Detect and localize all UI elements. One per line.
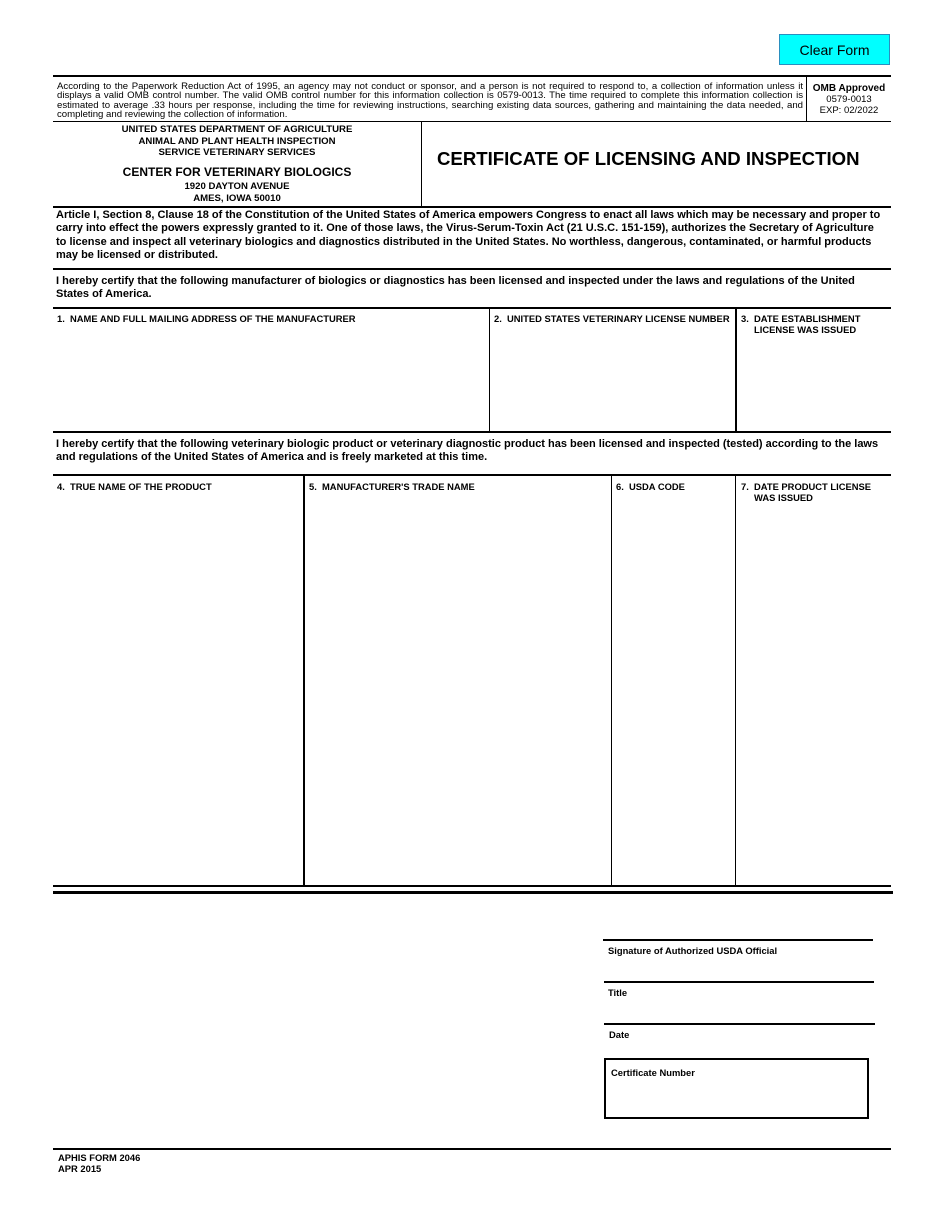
footer [58,1152,140,1175]
manufacturer-name-address-field[interactable] [55,326,487,430]
field-1-label [57,313,356,324]
field-7-label [741,481,871,504]
agency-line-3: SERVICE VETERINARY SERVICES [158,147,316,158]
field-5-text: MANUFACTURER'S TRADE NAME [322,481,475,492]
divider-4-5 [303,476,305,886]
field-5-label [309,481,475,492]
field-1-num: 1. [57,313,65,324]
header-rule [53,206,891,208]
field-6-label [616,481,685,492]
certificate-number-label: Certificate Number [611,1067,695,1078]
field-2-num: 2. [494,313,502,324]
field-3-num: 3. [741,313,749,324]
signature-label: Signature of Authorized USDA Official [608,945,778,956]
field-2-label [494,313,730,324]
notice-rule [53,121,891,122]
signature-rule [603,939,873,941]
license-number-field[interactable] [491,326,734,430]
omb-block [807,83,891,116]
signature-field[interactable] [603,908,873,938]
agency-address [53,181,421,204]
title-label: Title [608,987,628,998]
product-bottom-rule-2 [53,891,893,894]
paperwork-notice: According to the Paperwork Reduction Act of 1995, an agency may not conduct or sponsor, and a person is not required to respond to, a collection of information unless it displays a valid OMB control number. The valid OMB control number for this information collection is 0579-0013. The time required to complete this information collection is estimated to average .33 hours per response, including the time for reviewing instructions, searching existing data sources, gathering and maintaining the data needed, and completing and reviewing the collection of information. [57,81,803,121]
certify-manufacturer-text: I hereby certify that the following manufacturer of biologics or diagnostics has been licensed and inspected under the laws and regulations of the United States of America. [56,275,855,301]
field-1-text: NAME AND FULL MAILING ADDRESS OF THE MANUFACTURER [70,313,356,324]
field-6-text: USDA CODE [629,481,685,492]
true-product-name-field[interactable] [55,494,301,884]
usda-code-field[interactable] [613,494,734,884]
agency-address-1: 1920 DAYTON AVENUE [184,181,290,192]
agency-line-2: ANIMAL AND PLANT HEALTH INSPECTION [138,135,336,147]
field-7-text-1: DATE PRODUCT LICENSE [754,481,872,492]
product-top-rule [53,474,891,476]
title-field[interactable] [604,955,874,980]
form-number: APHIS FORM 2046 [58,1152,141,1163]
field-3-text-1: DATE ESTABLISHMENT [754,313,861,324]
omb-approved: OMB Approved [812,83,886,94]
article-paragraph: Article I, Section 8, Clause 18 of the Constitution of the United States of America empowers Congress to enact all laws which may be necessary and proper to carry into effect the powers expressly granted to it. One of those laws, the Virus-Serum-Toxin Act (21 U.S.C. 151-159), authorizes the Secretary of Agriculture to license and inspect all veterinary biologics and diagnostics distributed in the United States. No worthless, dangerous, contaminated, or harmful products may be licensed or distributed. [56,209,881,261]
center-name: CENTER FOR VETERINARY BIOLOGICS [122,165,352,179]
certificate-number-box[interactable] [604,1058,869,1119]
field-3-text-2: LICENSE WAS ISSUED [754,324,857,336]
title-divider [421,122,422,206]
trade-name-field[interactable] [306,494,610,884]
title-rule [604,981,874,983]
agency-line-1: UNITED STATES DEPARTMENT OF AGRICULTURE [121,124,353,135]
footer-rule [53,1148,891,1150]
manufacturer-top-rule [53,307,891,309]
product-license-date-field[interactable] [737,506,890,884]
divider-5-6 [611,476,612,886]
field-5-num: 5. [309,481,317,492]
date-label: Date [609,1029,630,1040]
top-rule [53,75,891,77]
omb-exp: EXP: 02/2022 [819,105,879,116]
field-7-text-2: WAS ISSUED [754,492,813,504]
clear-form-button[interactable]: Clear Form [779,34,890,65]
product-bottom-rule-1 [53,885,891,887]
article-rule [53,268,891,270]
field-2-text: UNITED STATES VETERINARY LICENSE NUMBER [507,313,730,324]
field-6-num: 6. [616,481,624,492]
field-7-num: 7. [741,481,749,492]
date-rule [604,1023,875,1025]
field-4-num: 4. [57,481,65,492]
form-date: APR 2015 [58,1163,102,1175]
agency-address-2: AMES, IOWA 50010 [193,192,281,204]
certify-product-text: I hereby certify that the following veterinary biologic product or veterinary diagnostic product has been licensed and inspected (tested) according to the laws and regulations of the United States of America and is freely marketed at this time. [56,438,879,464]
page-title: CERTIFICATE OF LICENSING AND INSPECTION [437,148,860,169]
agency-block [53,124,421,159]
field-4-text: TRUE NAME OF THE PRODUCT [70,481,212,492]
establishment-license-date-field[interactable] [738,338,890,430]
divider-1-2 [489,309,490,432]
field-3-label [741,313,860,336]
date-field[interactable] [604,997,875,1022]
omb-number: 0579-0013 [826,94,872,105]
field-4-label [57,481,212,492]
divider-6-7 [735,476,736,886]
manufacturer-bottom-rule [53,431,891,433]
divider-2-3 [735,309,737,432]
